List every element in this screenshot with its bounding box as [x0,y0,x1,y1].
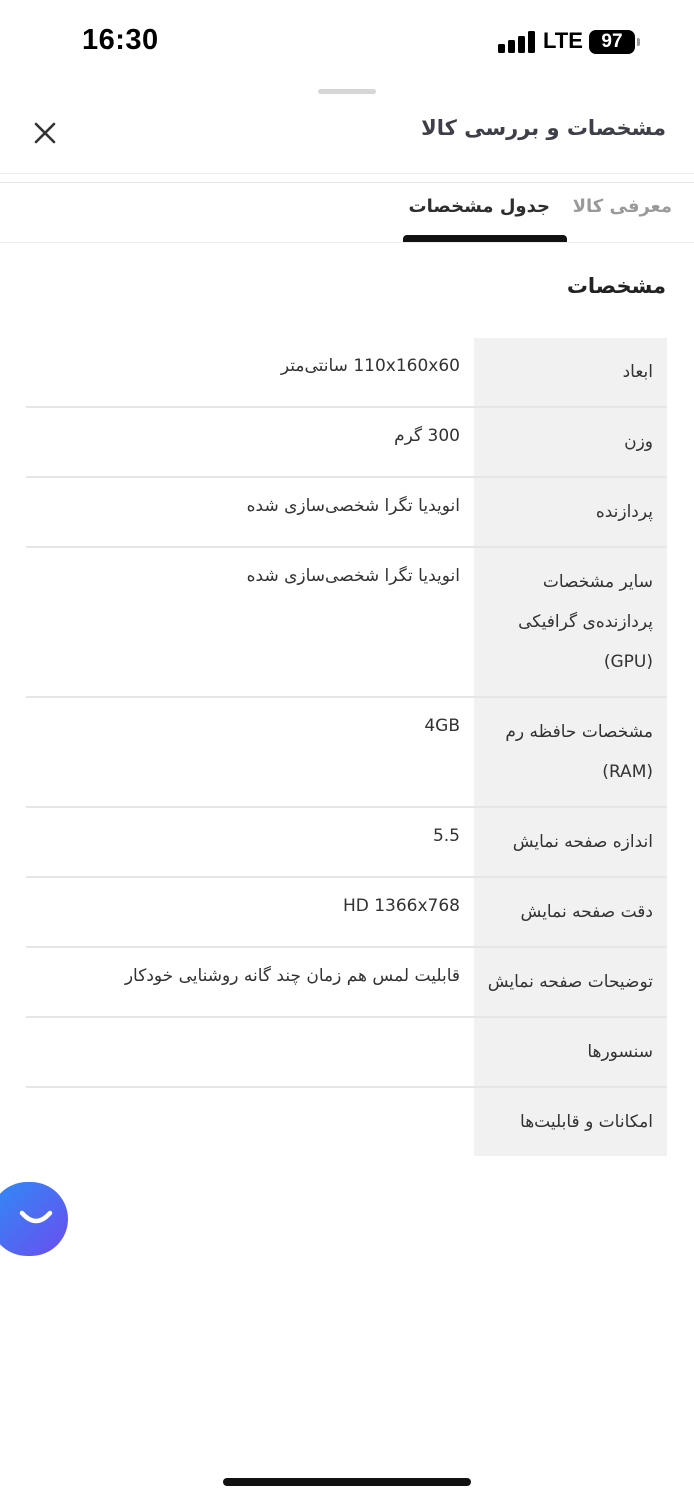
sheet-title: مشخصات و بررسی کالا [421,116,666,140]
spec-key: ابعاد [474,338,667,406]
spec-key: سایر مشخصات پردازنده‌ی گرافیکی (GPU) [474,548,667,696]
table-row [26,338,667,408]
table-row [26,1018,667,1088]
spec-value: 300 گرم [394,426,460,446]
smile-icon [18,1209,54,1229]
table-row [26,878,667,948]
table-row [26,948,667,1018]
tab-product-intro[interactable]: معرفی کالا [572,196,672,217]
section-title: مشخصات [566,274,666,298]
spec-key: وزن [474,408,667,476]
spec-value: 5.5 [432,826,460,846]
spec-value: انویدیا تگرا شخصی‌سازی شده [246,496,460,516]
close-icon [33,121,57,145]
table-row [26,478,667,548]
spec-key: مشخصات حافظه رم (RAM) [474,698,667,806]
table-row [26,548,667,698]
header-divider [0,182,694,183]
close-button[interactable] [28,116,62,150]
network-label: LTE [543,28,583,53]
battery-icon: 97 [589,30,635,54]
spec-value [26,1018,474,1086]
spec-value: 4GB [424,716,460,736]
spec-key: دقت صفحه نمایش [474,878,667,946]
chat-support-button[interactable] [0,1182,68,1256]
spec-key: پردازنده [474,478,667,546]
spec-key: اندازه صفحه نمایش [474,808,667,876]
spec-key: امکانات و قابلیت‌ها [474,1088,667,1156]
battery-tip [637,38,640,46]
spec-value: HD 1366x768 [342,896,460,916]
spec-value: 110x160x60 سانتی‌متر [280,356,460,376]
table-row [26,408,667,478]
signal-icon [498,31,536,53]
spec-value: قابلیت لمس هم زمان چند گانه روشنایی خودکار [124,966,460,986]
header-divider [0,173,694,174]
spec-value: انویدیا تگرا شخصی‌سازی شده [246,566,460,586]
spec-key: سنسورها [474,1018,667,1086]
status-time: 16:30 [82,24,159,56]
tab-spec-table[interactable]: جدول مشخصات [408,196,550,217]
table-row [26,1088,667,1156]
table-row [26,698,667,808]
home-indicator[interactable] [223,1478,471,1486]
tab-divider [0,242,694,243]
sheet-grabber[interactable] [318,89,376,94]
spec-value [26,1088,474,1156]
spec-key: توضیحات صفحه نمایش [474,948,667,1016]
table-row [26,808,667,878]
active-tab-indicator [403,235,567,242]
status-bar [0,0,694,84]
spec-table [26,338,667,1156]
